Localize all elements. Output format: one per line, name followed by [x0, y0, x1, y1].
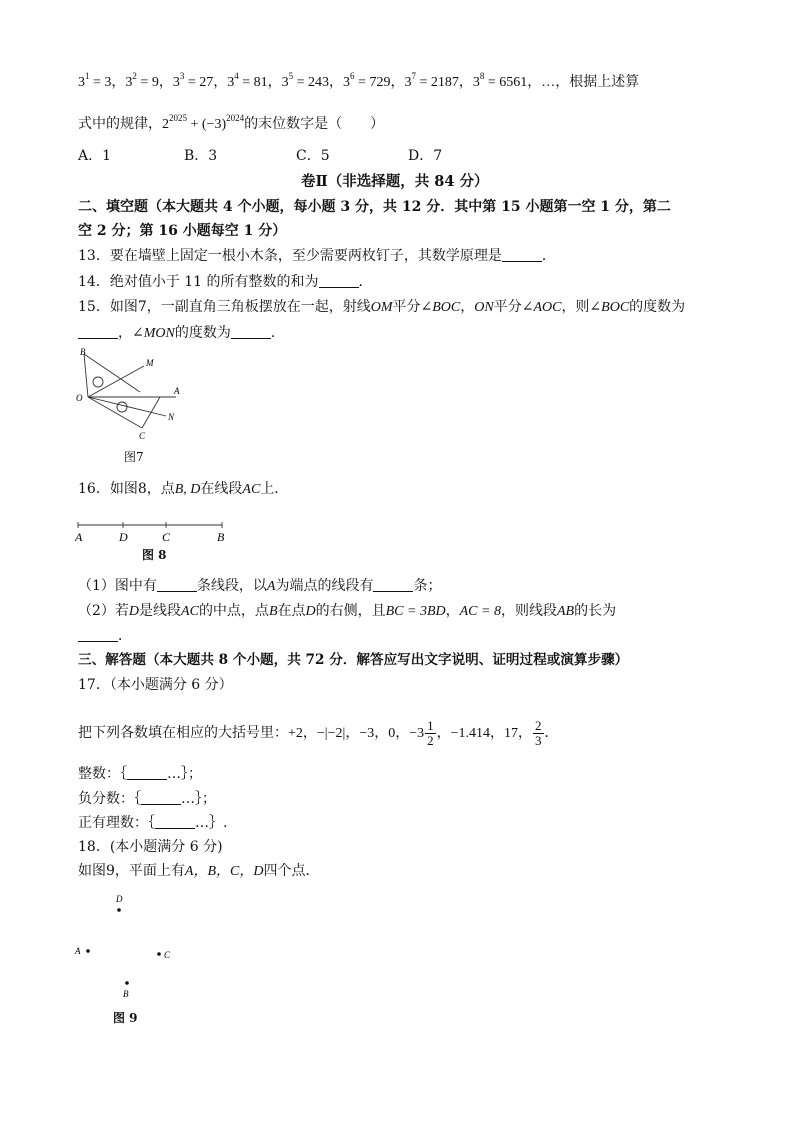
- triangle-edge: [142, 397, 160, 428]
- q12-tail: ，…，根据上述算: [527, 75, 640, 90]
- section-2-heading: 二、填空题（本大题共 4 个小题，每小题 3 分，共 12 分．其中第 15 小题第一空 1 分，第二: [78, 199, 671, 215]
- triangle-hole: [93, 377, 103, 387]
- answer-blank[interactable]: [155, 816, 195, 829]
- label-b: B: [80, 347, 86, 357]
- figure-7: [72, 346, 192, 446]
- answer-blank[interactable]: [319, 275, 359, 288]
- question-17-stem: 把下列各数填在相应的大括号里：+2，−|−2|，−3，0，−3 $\frac{1}{2}$ ，−1.414，17， $\frac{2}{3}$ ．: [78, 718, 559, 749]
- option-d[interactable]: D．7: [408, 148, 443, 164]
- number-list: +2，−|−2|，−3，0，−3 $\frac{1}{2}$ ，−1.414，17， $\frac{2}{3}$ ．: [288, 718, 559, 749]
- question-16-part-2: （2）若D是线段AC的中点，点B在点D的右侧，且BC = 3BD，AC = 8，则线段AB的长为: [78, 603, 617, 619]
- power-item: $3^8 = 6561$: [472, 71, 528, 90]
- integers-row: 整数：｛ …｝；: [78, 766, 202, 782]
- q12-powers-line: [78, 73, 639, 93]
- triangle-hole: [117, 402, 127, 412]
- answer-blank[interactable]: [127, 767, 167, 780]
- label-d: D: [116, 894, 123, 904]
- option-c[interactable]: C．5: [296, 148, 330, 164]
- question-15: 15．如图7，一副直角三角板摆放在一起，射线OM平分∠BOC，ON平分∠AOC，则∠BOC的度数为: [78, 299, 686, 315]
- fraction-one-half: $\frac{1}{2}$: [427, 718, 434, 749]
- answer-blank[interactable]: [78, 629, 118, 642]
- question-13: 13．要在墙壁上固定一根小木条，至少需要两枚钉子，其数学原理是 ．: [78, 248, 556, 264]
- figure-9-caption: 图 9: [113, 1011, 138, 1025]
- fraction-two-thirds: $\frac{2}{3}$: [535, 718, 542, 749]
- answer-blank[interactable]: [157, 579, 197, 592]
- option-b[interactable]: B．3: [184, 148, 218, 164]
- question-16: 16．如图8，点B, D在线段AC上．: [78, 481, 289, 497]
- power-item: $3^5 = 243$，: [281, 71, 344, 90]
- power-item: $3^3 = 27$，: [172, 71, 228, 90]
- question-18-header: 18．(本小题满分 6 分): [78, 839, 223, 855]
- question-16-part-1: （1）图中有 条线段，以A为端点的线段有 条；: [78, 578, 442, 594]
- point-a: [86, 949, 90, 953]
- answer-blank[interactable]: [141, 792, 181, 805]
- label-c: C: [162, 530, 171, 544]
- label-n: N: [168, 412, 175, 422]
- answer-blank[interactable]: [502, 249, 542, 262]
- section-2-heading-cont: 空 2 分；第 16 小题每空 1 分）: [78, 223, 287, 239]
- point-d: [117, 908, 121, 912]
- answer-blank[interactable]: [231, 326, 271, 339]
- option-a[interactable]: A．1: [78, 148, 112, 164]
- ray-oc: [88, 397, 142, 428]
- label-b: B: [123, 989, 129, 999]
- figure-7-caption: 图7: [124, 450, 144, 464]
- power-item: $3^7 = 2187$，: [404, 71, 473, 90]
- point-b: [125, 981, 129, 985]
- label-o: O: [76, 393, 83, 403]
- power-item: $3^2 = 9$，: [125, 71, 173, 90]
- section-3-heading: 三、解答题（本大题共 8 个小题，共 72 分．解答应写出文字说明、证明过程或演算步骤）: [78, 652, 629, 668]
- power-item: $3^6 = 729$，: [343, 71, 405, 90]
- question-14: 14．绝对值小于 11 的所有整数的和为 ．: [78, 274, 373, 290]
- figure-8: [72, 517, 236, 547]
- q12-expression: $2^{2025} + (-3)^{2024}$: [162, 113, 245, 132]
- question-16-part-2-cont: ．: [78, 626, 132, 646]
- question-17-header: 17．（本小题满分 6 分）: [78, 677, 233, 693]
- label-c: C: [164, 950, 171, 960]
- positive-rationals-row: 正有理数：｛ …｝.: [78, 815, 228, 831]
- label-d: D: [119, 530, 128, 544]
- label-a: A: [174, 386, 180, 396]
- answer-blank[interactable]: [78, 326, 118, 339]
- answer-blank[interactable]: [373, 579, 413, 592]
- label-m: M: [146, 358, 154, 368]
- absolute-value: |−2|: [324, 726, 346, 741]
- power-item: $3^1 = 3$，: [78, 71, 126, 90]
- volume-2-title: 卷Ⅱ（非选择题，共 84 分）: [301, 173, 489, 190]
- question-15-cont: ，∠MON的度数为 ．: [78, 323, 285, 344]
- label-c: C: [139, 431, 146, 441]
- label-a: A: [75, 946, 81, 956]
- label-a: A: [75, 530, 83, 544]
- ray-ob: [84, 354, 88, 397]
- q12-question-line: 式中的规律，$2^{2025} + (-3)^{2024}$的末位数字是（ ）: [78, 113, 385, 132]
- point-c: [157, 952, 161, 956]
- negative-fractions-row: 负分数：｛ …｝；: [78, 791, 216, 807]
- power-item: $3^4 = 81$，: [227, 71, 282, 90]
- label-b: B: [217, 530, 225, 544]
- figure-9: [72, 890, 192, 1002]
- question-18-stem: 如图9，平面上有A，B，C，D四个点．: [78, 863, 320, 879]
- figure-8-caption: 图 8: [142, 548, 167, 562]
- ray-om: [88, 366, 144, 397]
